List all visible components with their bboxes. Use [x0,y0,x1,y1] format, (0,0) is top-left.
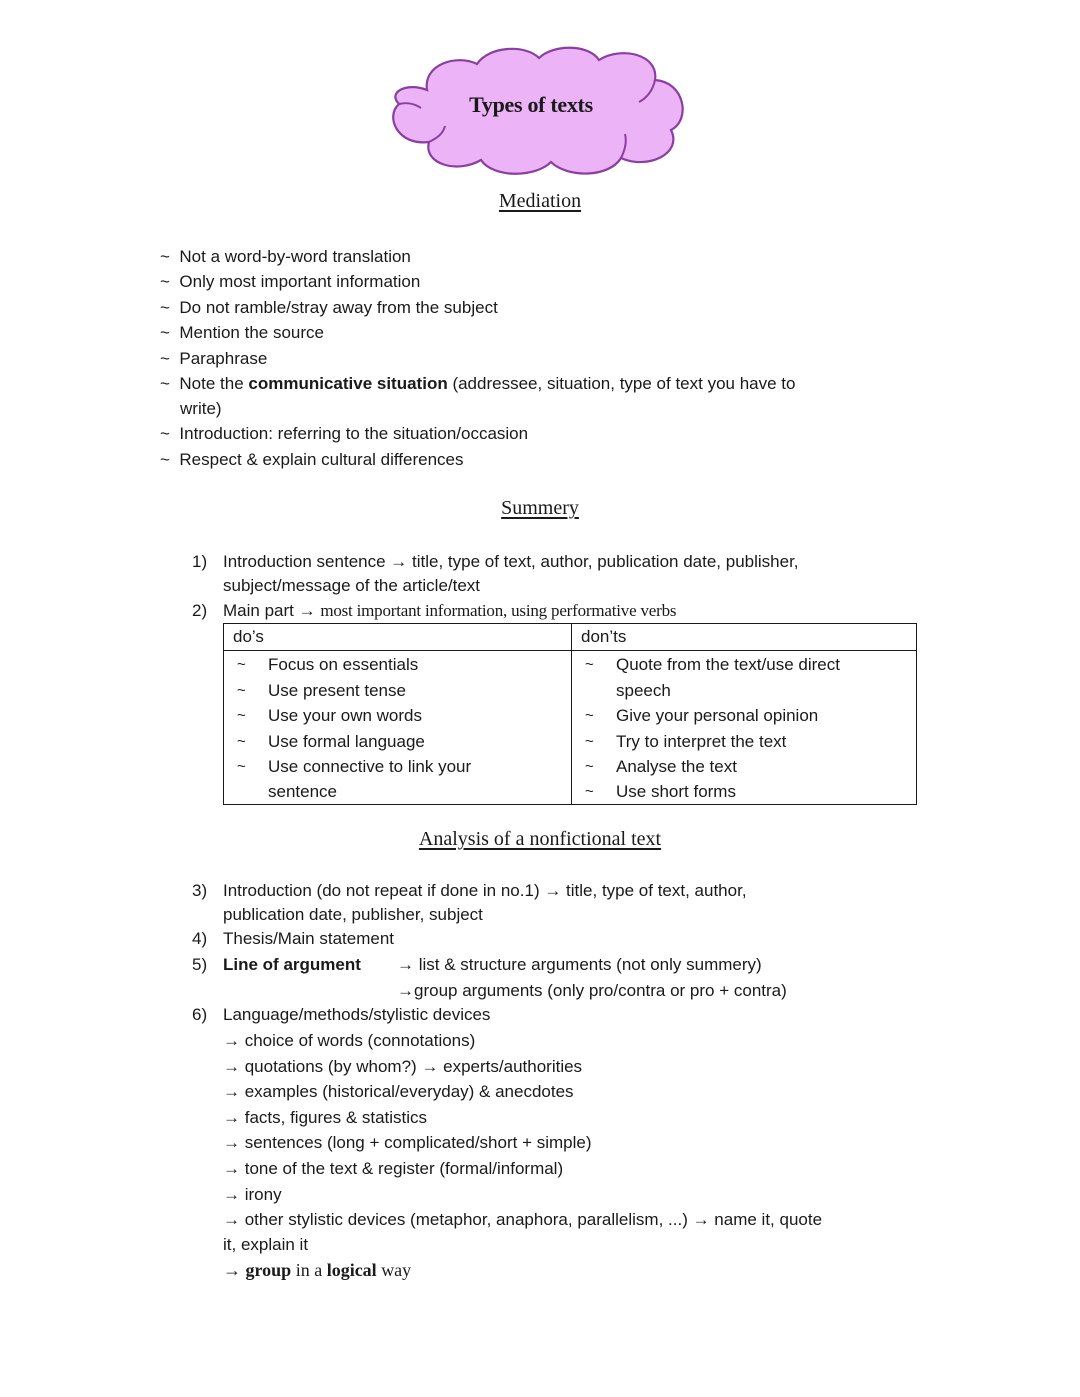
bullet-tilde: ~ [237,681,246,699]
donts-item-cont: speech [616,680,671,700]
list-number: 5) [192,955,208,974]
device-item: → tone of the text & register (formal/informal) [223,1159,564,1178]
bullet-text: Mention the source [179,323,324,342]
mediation-bullet [160,447,464,472]
summary-heading: Summery [501,497,579,519]
line-of-argument-label: Line of argument [223,955,361,974]
dos-cell [224,651,572,805]
device-item: → choice of words (connotations) [223,1031,476,1050]
note-pre: Note the [179,374,249,393]
bullet-text: Only most important information [179,272,421,291]
bullet-tilde: ~ [237,758,246,775]
list-number: 4) [192,929,208,948]
dos-item: ~ Use connective to link your [224,754,571,780]
bullet-tilde: ~ [160,450,170,469]
donts-header: don’ts [572,624,917,651]
list-number: 1) [192,552,208,571]
mediation-heading: Mediation [498,190,582,212]
device-item: → quotations (by whom?) → experts/authorities [223,1057,583,1076]
list-number: 3) [192,881,208,900]
bullet-tilde: ~ [237,656,246,673]
dos-donts-table [223,623,917,805]
dos-item: ~ Focus on essentials [224,652,571,678]
page-title: Types of texts [469,92,593,117]
bullet-tilde: ~ [160,374,170,393]
mediation-bullet [160,320,324,345]
bullet-text: Not a word-by-word translation [179,247,411,266]
donts-item: ~ Use short forms [572,780,916,804]
analysis-item-4: Thesis/Main statement [223,929,395,948]
analysis-heading: Analysis of a nonfictional text [418,828,662,850]
line-of-argument-b: →group arguments (only pro/contra or pro + contra) [397,981,787,1000]
summary-item-1-cont: subject/message of the article/text [223,576,481,595]
bullet-tilde: ~ [237,707,246,724]
device-item: → sentences (long + complicated/short + simple) [223,1133,592,1152]
bullet-text: Respect & explain cultural differences [179,450,464,469]
dos-item-cont: sentence [268,781,337,801]
group-logical-line: → group in a logical way [223,1260,412,1280]
bullet-tilde: ~ [160,247,170,266]
dos-header: do’s [224,624,572,651]
summary-item-1: Introduction sentence → title, type of text, author, publication date, publisher, [223,552,799,571]
bullet-tilde: ~ [585,758,594,775]
bullet-tilde: ~ [585,656,594,673]
device-item: → other stylistic devices (metaphor, anaphora, parallelism, ...) → name it, quote [223,1210,823,1229]
bullet-tilde: ~ [160,298,170,317]
bullet-text: Do not ramble/stray away from the subject [179,298,498,317]
analysis-item-6: Language/methods/stylistic devices [223,1005,491,1024]
mediation-bullet [160,346,267,371]
mediation-bullet [160,295,498,320]
mediation-bullet [160,421,528,446]
bullet-tilde: ~ [160,323,170,342]
bullet-tilde: ~ [160,349,170,368]
bullet-tilde: ~ [160,424,170,443]
main-part-detail: most important information, using performative verbs [320,601,677,620]
device-item: → examples (historical/everyday) & anecdotes [223,1082,574,1101]
dos-item: ~ Use formal language [224,729,571,755]
donts-item: ~ Give your personal opinion [572,703,916,729]
device-item-cont: it, explain it [223,1235,309,1254]
note-bold: communicative situation [248,374,448,393]
analysis-item-3: Introduction (do not repeat if done in no.1) → title, type of text, author, [223,881,747,900]
main-part-label: Main part → [223,601,321,620]
note-post: (addressee, situation, type of text you have to [447,374,796,393]
dos-item: ~ Use your own words [224,703,571,729]
dos-item: ~ Use present tense [224,678,571,704]
bullet-tilde: ~ [585,707,594,724]
list-number: 2) [192,601,208,620]
line-of-argument-a: → list & structure arguments (not only summery) [397,955,762,974]
mediation-bullet [160,269,420,294]
bullet-text: Introduction: referring to the situation/occasion [179,424,529,443]
list-number: 6) [192,1005,208,1024]
analysis-item-3-cont: publication date, publisher, subject [223,905,483,924]
bullet-text: Paraphrase [179,349,268,368]
mediation-bullet [160,244,411,269]
donts-item: ~ Analyse the text [572,754,916,780]
bullet-tilde: ~ [585,782,594,800]
bullet-tilde: ~ [237,732,246,750]
donts-cell [572,651,917,805]
bullet-tilde: ~ [160,272,170,291]
bullet-tilde: ~ [585,732,594,750]
donts-item: ~ Quote from the text/use direct [572,652,916,678]
summary-item-2 [223,598,676,623]
arrow: → [223,1260,246,1280]
device-item: → irony [223,1185,282,1204]
donts-item: ~ Try to interpret the text [572,729,916,755]
mediation-bullet [160,371,795,396]
note-continuation: write) [180,399,222,418]
device-item: → facts, figures & statistics [223,1108,428,1127]
